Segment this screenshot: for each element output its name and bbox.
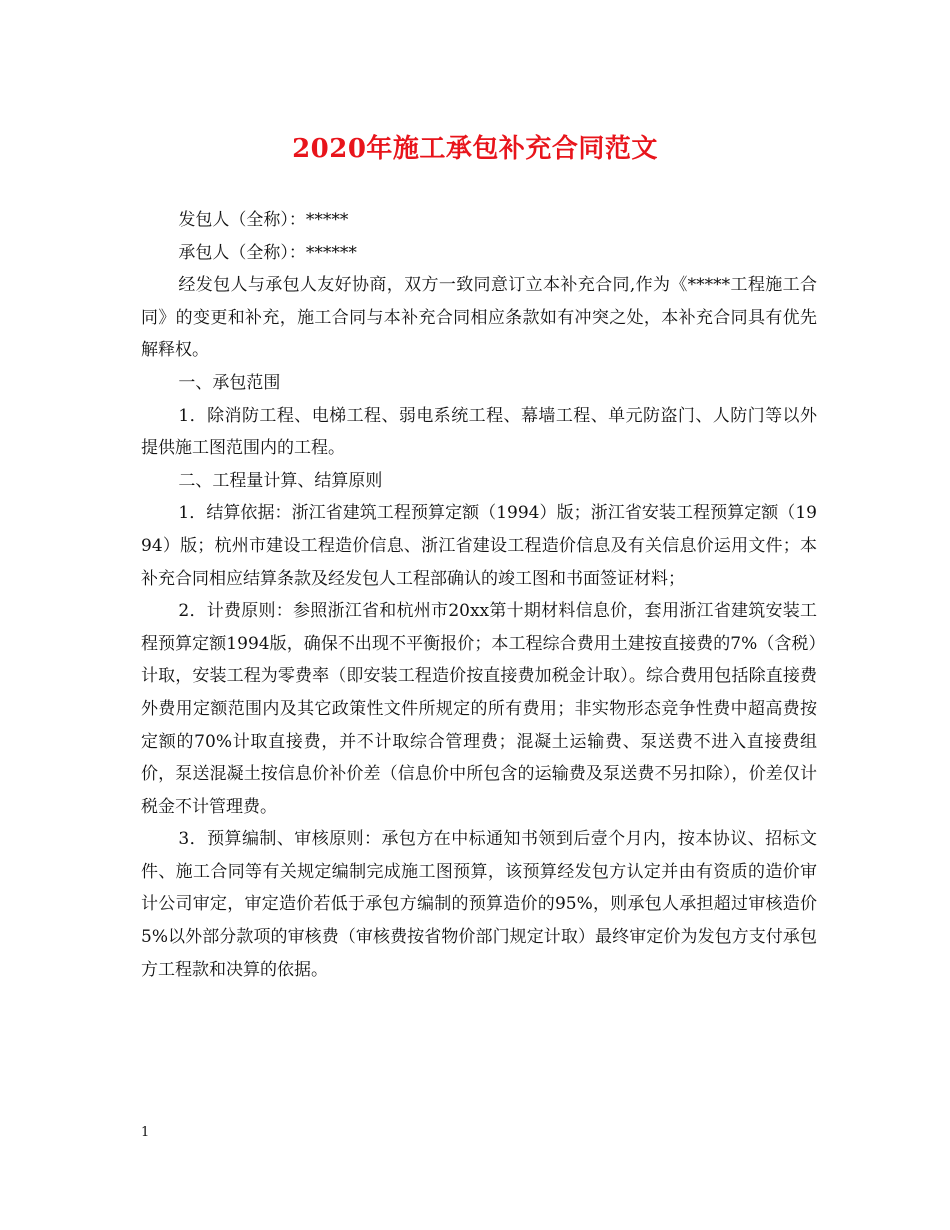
section-heading-settlement: 二、工程量计算、结算原则	[178, 470, 383, 491]
paragraph-scope-item-1: 1．除消防工程、电梯工程、弱电系统工程、幕墙工程、单元防盗门、人防门等以外提供施工图范围内的工程。	[141, 405, 817, 459]
paragraph-fee-principle: 2．计费原则：参照浙江省和杭州市20xx第十期材料信息价，套用浙江省建筑安装工程预算定额1994版，确保不出现不平衡报价；本工程综合费用土建按直接费的7%（含税）计取，安装工程为零费率（即安装工程造价按直接费加税金计取）。综合费用包括除直接费外费用定额范围内及其它政策性文件所规定的所有费用；非实物形态竞争性费中超高费按定额的70%计取直接费，并不计取综合管理费；混凝土运输费、泵送费不进入直接费组价，泵送混凝土按信息价补价差（信息价中所包含的运输费及泵送费不另扣除），价差仅计税金不计管理费。	[141, 601, 817, 817]
paragraph-settlement-basis: 1．结算依据：浙江省建筑工程预算定额（1994）版；浙江省安装工程预算定额（1994）版；杭州市建设工程造价信息、浙江省建设工程造价信息及有关信息价运用文件；本补充合同相应结算条款及经发包人工程部确认的竣工图和书面签证材料；	[141, 503, 817, 589]
paragraph-preamble: 经发包人与承包人友好协商，双方一致同意订立本补充合同,作为《*****工程施工合同》的变更和补充，施工合同与本补充合同相应条款如有冲突之处，本补充合同具有优先解释权。	[141, 275, 817, 361]
document-body	[141, 204, 817, 986]
page-number: 1	[141, 1125, 150, 1140]
section-heading-scope: 一、承包范围	[178, 372, 281, 393]
paragraph-contractor: 承包人（全称）：******	[178, 242, 357, 263]
document-title: 2020年施工承包补充合同范文	[292, 134, 658, 164]
paragraph-budget-review: 3．预算编制、审核原则：承包方在中标通知书领到后壹个月内，按本协议、招标文件、施工合同等有关规定编制完成施工图预算，该预算经发包方认定并由有资质的造价审计公司审定，审定造价若低于承包方编制的预算造价的95%，则承包人承担超过审核造价5%以外部分款项的审核费（审核费按省物价部门规定计取）最终审定价为发包方支付承包方工程款和决算的依据。	[141, 829, 817, 980]
paragraph-employer: 发包人（全称）：*****	[178, 210, 349, 230]
